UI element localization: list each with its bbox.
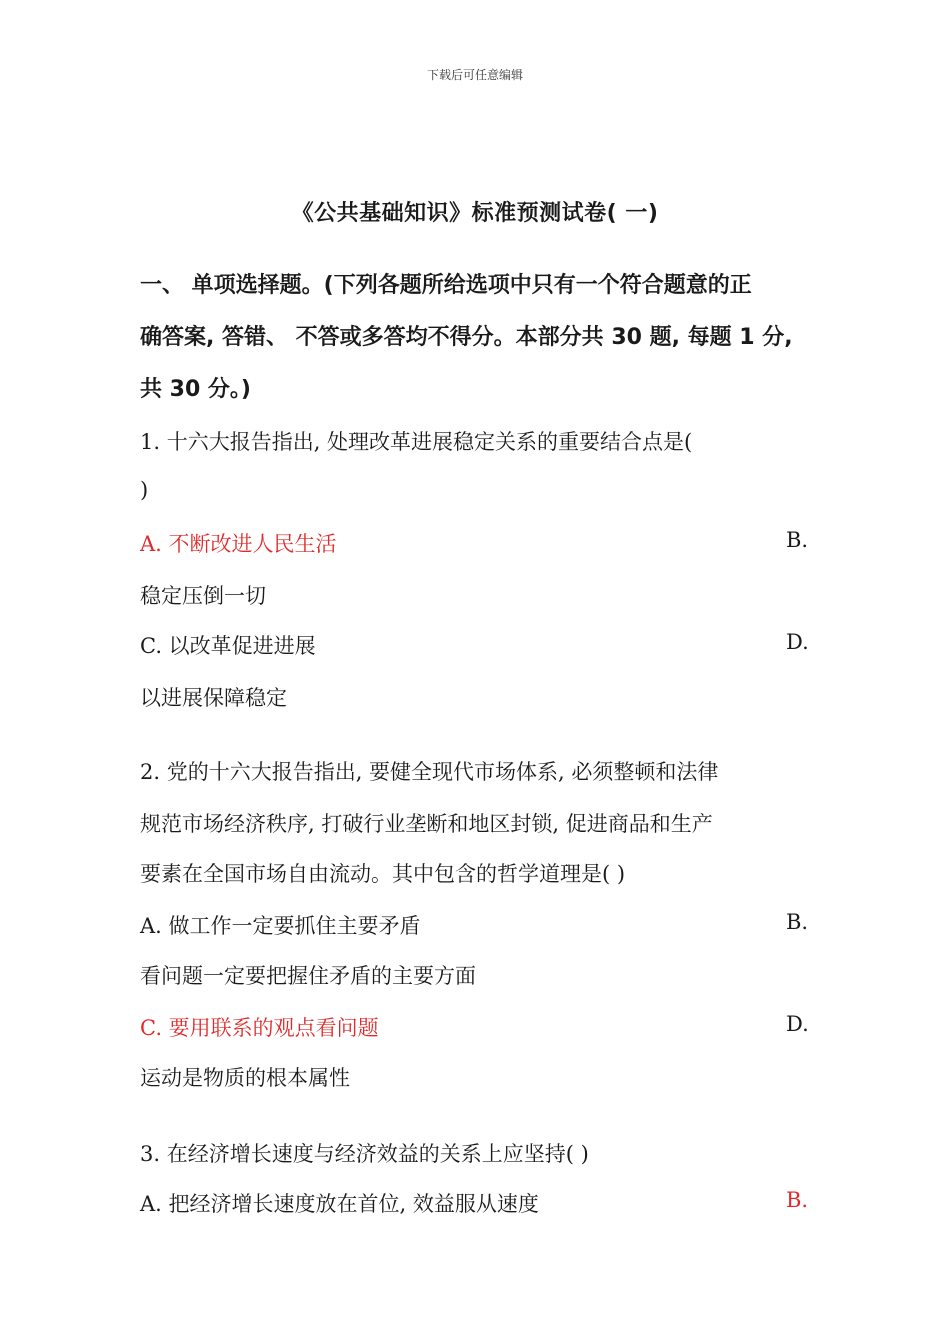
q1-option-d-label: D. [786,630,809,654]
q2-option-a: A. 做工作一定要抓住主要矛盾 [140,914,421,938]
q1-option-d-text: 以进展保障稳定 [140,686,287,710]
section-line-2: 确答案, 答错、 不答或多答均不得分。本部分共 30 题, 每题 1 分, [140,325,793,350]
q2-stem-line-1: 2. 党的十六大报告指出, 要健全现代市场体系, 必须整顿和法律 [140,760,719,784]
q2-option-d-label: D. [786,1012,809,1036]
section-line-1: 一、 单项选择题。(下列各题所给选项中只有一个符合题意的正 [140,273,752,298]
page-title: 《公共基础知识》标准预测试卷( 一) [291,201,659,226]
q2-option-b-label: B. [786,910,809,934]
q2-stem-line-2: 规范市场经济秩序, 打破行业垄断和地区封锁, 促进商品和生产 [140,812,713,836]
q1-stem-line-1: 1. 十六大报告指出, 处理改革进展稳定关系的重要结合点是( [140,430,693,454]
q1-option-b-label: B. [786,528,809,552]
section-instructions [140,260,820,416]
q3-stem-line-1: 3. 在经济增长速度与经济效益的关系上应坚持( ) [140,1142,589,1166]
q2-option-c: C. 要用联系的观点看问题 [140,1016,379,1040]
section-line-3: 共 30 分。) [140,377,251,402]
header-note: 下载后可任意编辑 [426,68,523,82]
q2-stem-line-3: 要素在全国市场自由流动。其中包含的哲学道理是( ) [140,862,626,886]
q3-option-a: A. 把经济增长速度放在首位, 效益服从速度 [140,1192,539,1216]
q1-option-a: A. 不断改进人民生活 [140,532,337,556]
q2-option-b-text: 看问题一定要把握住矛盾的主要方面 [140,964,476,988]
q2-option-d-text: 运动是物质的根本属性 [140,1066,350,1090]
q3-option-b-label: B. [786,1188,809,1212]
q1-option-b-text: 稳定压倒一切 [140,584,266,608]
q1-stem-line-2: ) [140,478,149,502]
q1-option-c: C. 以改革促进进展 [140,634,316,658]
